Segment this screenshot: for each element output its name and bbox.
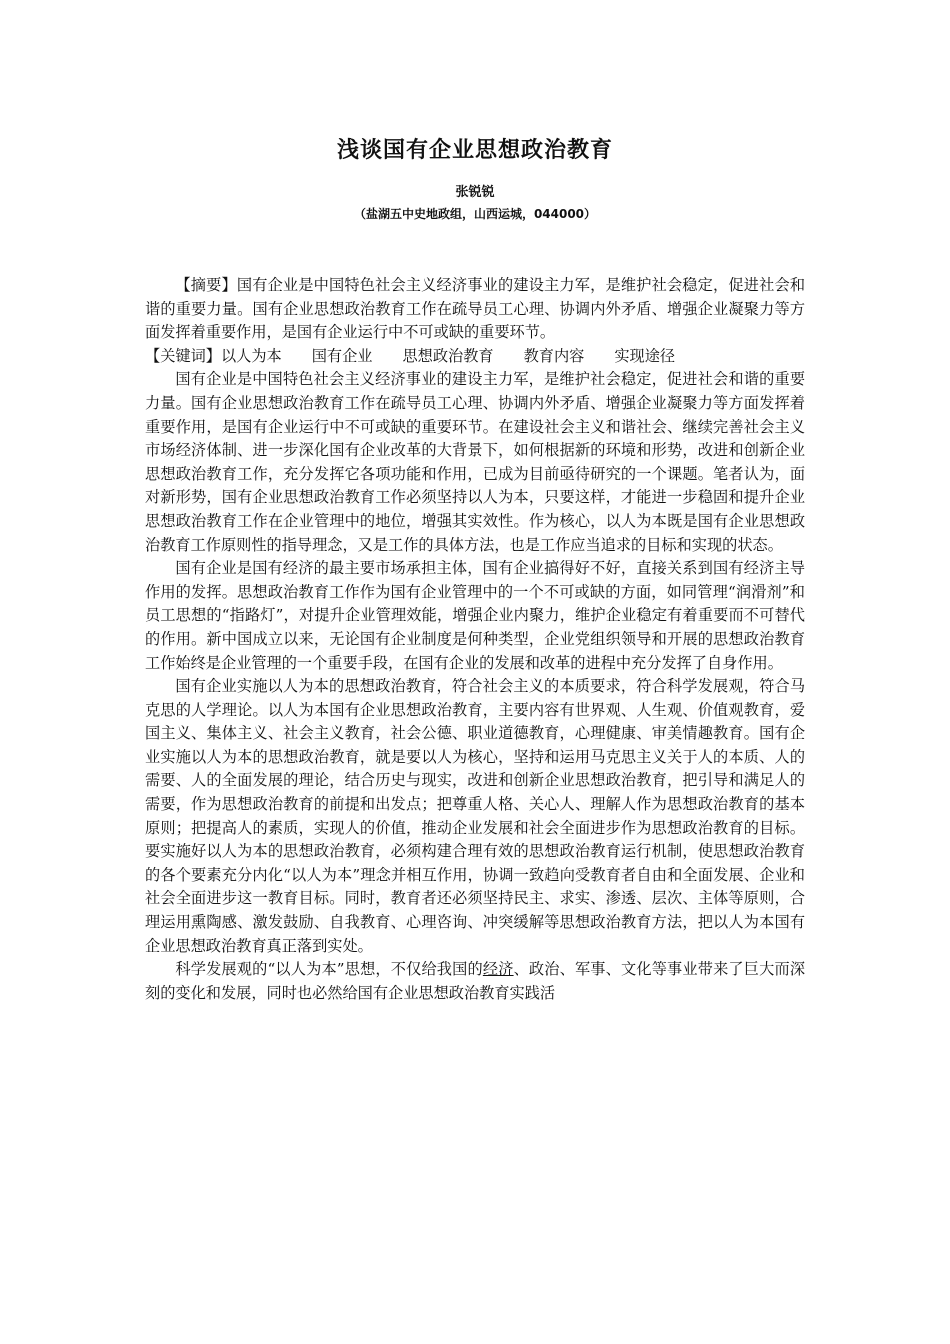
keyword-term: 实现途径: [614, 346, 676, 365]
author-affiliation: （盐湖五中史地政组，山西运城，044000）: [353, 207, 597, 221]
abstract-text: 国有企业是中国特色社会主义经济事业的建设主力军，是维护社会稳定，促进社会和谐的重要力量。国有企业思想政治教育工作在疏导员工心理、协调内外矛盾、增强企业凝聚力等方面发挥着重要作用，是国有企业运行中不可或缺的重要环节。: [145, 276, 806, 342]
keyword-term: 以人为本: [220, 346, 282, 365]
paragraph-text: 、政治、军事、文化等事业带来了巨大而深刻的变化和发展，同时也必然给国有企业思想政治教育实践活: [145, 960, 806, 1002]
keywords-label: 【关键词】: [145, 346, 221, 365]
document-body: [145, 274, 805, 1005]
author-name: 张锐锐: [455, 185, 495, 200]
keywords-line: [145, 345, 805, 369]
abstract-label: 【摘要】: [175, 276, 237, 294]
abstract-paragraph: [145, 274, 805, 345]
economy-link[interactable]: 经济: [482, 960, 514, 979]
body-paragraph: 国有企业实施以人为本的思想政治教育，符合社会主义的本质要求，符合科学发展观，符合马克思的人学理论。以人为本国有企业思想政治教育，主要内容有世界观、人生观、价值观教育，爱国主义、集体主义、社会主义教育，社会公德、职业道德教育，心理健康、审美情趣教育。国有企业实施以人为本的思想政治教育，就是要以人为核心，坚持和运用马克思主义关于人的本质、人的需要、人的全面发展的理论，结合历史与现实，改进和创新企业思想政治教育，把引导和满足人的需要，作为思想政治教育的前提和出发点；把尊重人格、关心人、理解人作为思想政治教育的基本原则；把提高人的素质，实现人的价值，推动企业发展和社会全面进步作为思想政治教育的目标。要实施好以人为本的思想政治教育，必须构建合理有效的思想政治教育运行机制，使思想政治教育的各个要素充分内化“以人为本”理念并相互作用，协调一致趋向受教育者自由和全面发展、企业和社会全面进步这一教育目标。同时，教育者还必须坚持民主、求实、渗透、层次、主体等原则，合理运用熏陶感、激发鼓励、自我教育、心理咨询、冲突缓解等思想政治教育方法，把以人为本国有企业思想政治教育真正落到实处。: [145, 677, 805, 955]
body-paragraph: [145, 958, 805, 1005]
document-title: 浅谈国有企业思想政治教育: [336, 138, 613, 163]
keyword-term: 思想政治教育: [402, 346, 494, 365]
keyword-term: 教育内容: [523, 346, 585, 365]
paragraph-text: 科学发展观的“以人为本”思想，不仅给我国的: [175, 960, 483, 979]
body-paragraph: 国有企业是国有经济的最主要市场承担主体，国有企业搞得好不好，直接关系到国有经济主导作用的发挥。思想政治教育工作作为国有企业管理中的一个不可或缺的方面，如同管理“润滑剂”和员工思想的“指路灯”，对提升企业管理效能，增强企业内聚力，维护企业稳定有着重要而不可替代的作用。新中国成立以来，无论国有企业制度是何种类型，企业党组织领导和开展的思想政治教育工作始终是企业管理的一个重要手段，在国有企业的发展和改革的进程中充分发挥了自身作用。: [145, 559, 805, 672]
keyword-term: 国有企业: [311, 346, 373, 365]
body-paragraph: 国有企业是中国特色社会主义经济事业的建设主力军，是维护社会稳定，促进社会和谐的重要力量。国有企业思想政治教育工作在疏导员工心理、协调内外矛盾、增强企业凝聚力等方面发挥着重要作用，是国有企业运行中不可或缺的重要环节。在建设社会主义和谐社会、继续完善社会主义市场经济体制、进一步深化国有企业改革的大背景下，如何根据新的环境和形势，改进和创新企业思想政治教育工作，充分发挥它各项功能和作用，已成为目前亟待研究的一个课题。笔者认为，面对新形势，国有企业思想政治教育工作必须坚持以人为本，只要这样，才能进一步稳固和提升企业思想政治教育工作在企业管理中的地位，增强其实效性。作为核心，以人为本既是国有企业思想政治教育工作原则性的指导理念，又是工作的具体方法，也是工作应当追求的目标和实现的状态。: [145, 370, 805, 554]
